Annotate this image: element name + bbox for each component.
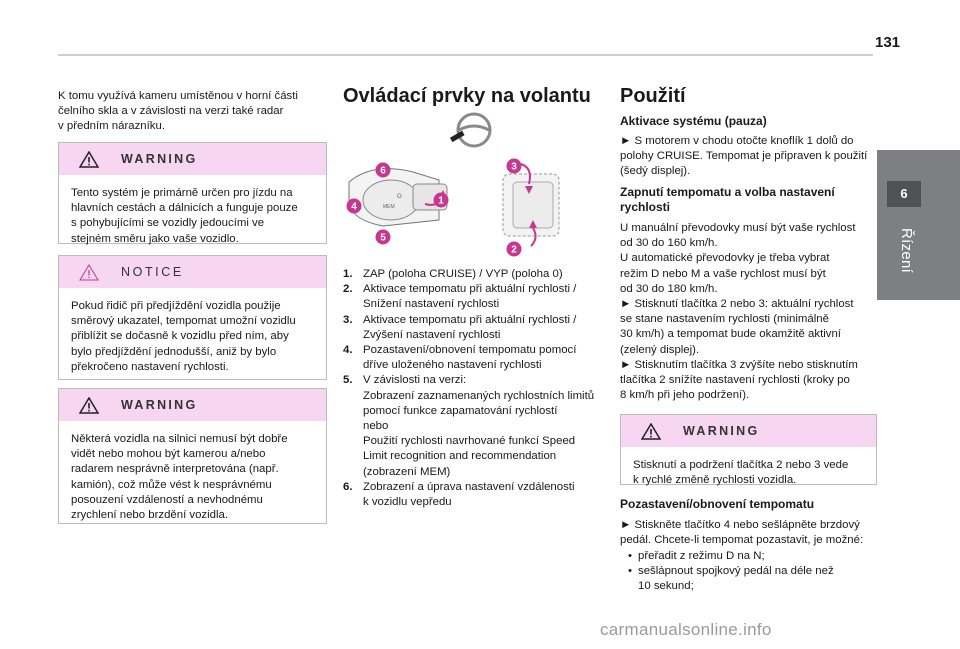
svg-text:O: O — [397, 194, 402, 200]
warning-label: WARNING — [121, 398, 198, 412]
svg-text:MEM: MEM — [383, 204, 395, 210]
warning-icon — [641, 423, 661, 440]
list-item: 5. V závislosti na verzi: Zobrazení zaznamenaných rychlostních limitů pomocí funkce zapamatování rychlostí nebo Použití rychlosti navrhované funkcí Speed Limit recognition and recommendation (zobrazení MEM) — [343, 374, 595, 478]
activation-text: ► S motorem v chodu otočte knoflík 1 dolů do polohy CRUISE. Tempomat je připraven k použití (šedý displej). — [620, 135, 868, 178]
pause-options-list — [620, 549, 880, 595]
top-rule — [58, 54, 873, 56]
subheading-activation: Aktivace systému (pauza) — [620, 114, 767, 128]
steering-wheel-icon — [450, 114, 490, 146]
list-item: • přeřadit z režimu D na N; — [620, 549, 880, 564]
section-heading-controls: Ovládací prvky na volantu — [343, 85, 591, 107]
warning-header — [621, 415, 876, 447]
callout-4 — [347, 199, 362, 214]
chapter-tab[interactable] — [877, 150, 960, 300]
svg-text:3: 3 — [511, 161, 517, 173]
warning-text: Tento systém je primárně určen pro jízdu na hlavních cestách a dálnicích a funguje pouze s pohybujícími se vozidly jedoucími ve stejném směru jako vaše vozidlo. — [71, 187, 298, 245]
callout-2 — [507, 242, 522, 257]
warning-box-1 — [58, 142, 327, 244]
notice-icon — [79, 264, 99, 281]
list-item: • sešlápnout spojkový pedál na déle než 10 sekund; — [620, 564, 880, 594]
callout-3 — [507, 159, 522, 174]
chapter-number: 6 — [887, 181, 921, 207]
watermark: carmanualsonline.info — [600, 620, 772, 639]
notice-box — [58, 255, 327, 380]
warning-label: WARNING — [683, 424, 760, 438]
warning-text: Některá vozidla na silnici nemusí být dobře vidět nebo mohou být kamerou a/nebo radarem nesprávně interpretována (např. kamión), což může vést k nesprávnému posouzení vzdáleností a nevhodnému zrychlení nebo brzdění vozidla. — [71, 433, 288, 522]
warning-icon — [79, 397, 99, 414]
stalk-drawing-right — [503, 161, 559, 246]
callout-1 — [434, 193, 449, 208]
steering-controls-illustration — [343, 108, 608, 260]
svg-text:6: 6 — [380, 165, 386, 177]
warning-icon — [79, 151, 99, 168]
page-number: 131 — [875, 34, 901, 51]
warning-header — [59, 143, 326, 175]
pause-resume-text: ► Stiskněte tlačítko 4 nebo sešlápněte brzdový pedál. Chcete-li tempomat pozastavit, je možné: — [620, 519, 864, 547]
notice-header — [59, 256, 326, 288]
list-item: 6. Zobrazení a úprava nastavení vzdálenosti k vozidlu vepředu — [343, 480, 575, 509]
list-item: 3. Aktivace tempomatu při aktuální rychlosti / Zvýšení nastavení rychlosti — [343, 313, 577, 341]
list-item: 1. ZAP (poloha CRUISE) / VYP (poloha 0) — [343, 268, 563, 280]
svg-text:1: 1 — [438, 195, 444, 207]
subheading-pause-resume: Pozastavení/obnovení tempomatu — [620, 497, 815, 511]
controls-list — [343, 267, 608, 510]
speed-setting-text: U manuální převodovky musí být vaše rychlost od 30 do 160 km/h. U automatické převodovky je třeba vybrat režim D nebo M a vaše rychlost musí být od 30 do 180 km/h. ► Stisknutí tlačítka 2 nebo 3: aktuální rychlost se stane nastavením rychlosti (minimálně 30 km/h) a tempomat bude okamžitě aktivní (zelený displej). ► Stisknutím tlačítka 3 zvýšíte nebo stisknutím tlačítka 2 snížíte nastavení rychlosti (kroky po 8 km/h při jeho podržení). — [620, 222, 858, 402]
callout-6 — [376, 163, 391, 178]
warning-header — [59, 389, 326, 421]
notice-text: Pokud řidič při předjíždění vozidla použije směrový ukazatel, tempomat umožní vozidlu přiblížit se dočasně k vozidlu před ním, aby bylo předjíždění jednodušší, aniž by bylo překročeno nastavení rychlosti. — [71, 300, 296, 373]
section-heading-usage: Použití — [620, 85, 686, 107]
svg-text:2: 2 — [511, 244, 517, 256]
subheading-speed-setting: Zapnutí tempomatu a volba nastavení rychlosti — [620, 185, 835, 215]
callout-5 — [376, 230, 391, 245]
stalk-drawing-left — [349, 169, 447, 226]
warning-box-3 — [620, 414, 877, 485]
notice-label: NOTICE — [121, 265, 184, 279]
chapter-title: Řízení — [898, 228, 915, 274]
list-item: 4. Pozastavení/obnovení tempomatu pomocí dříve uloženého nastavení rychlosti — [343, 344, 577, 372]
intro-text: K tomu využívá kameru umístěnou v horní části čelního skla a v závislosti na verzi také radar v předním nárazníku. — [58, 90, 298, 133]
warning-label: WARNING — [121, 152, 198, 166]
svg-text:5: 5 — [380, 232, 386, 244]
list-item: 2. Aktivace tempomatu při aktuální rychlosti / Snížení nastavení rychlosti — [343, 283, 577, 311]
svg-text:4: 4 — [351, 201, 357, 213]
warning-text: Stisknutí a podržení tlačítka 2 nebo 3 vede k rychlé změně rychlosti vozidla. — [633, 459, 849, 487]
warning-box-2 — [58, 388, 327, 524]
